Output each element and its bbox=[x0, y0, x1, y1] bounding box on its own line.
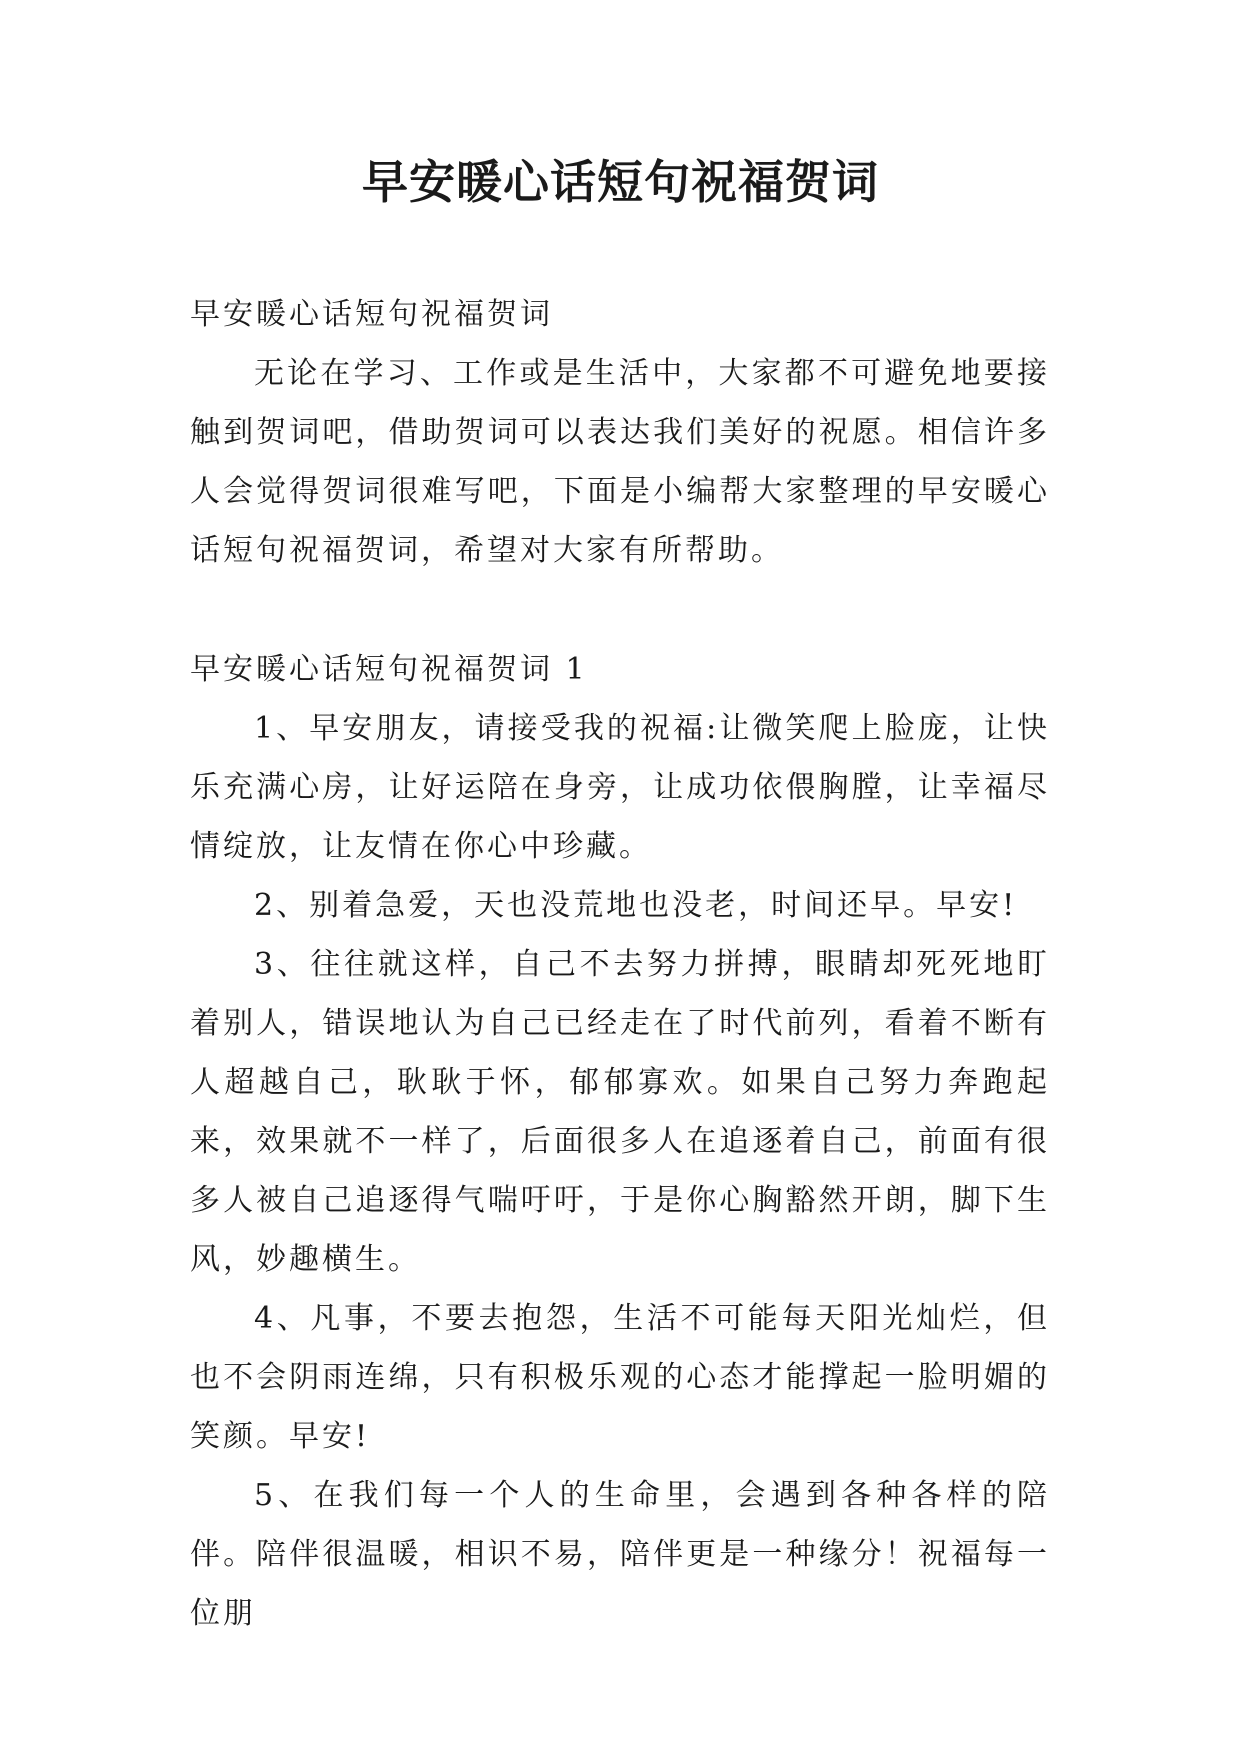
list-item: 4、凡事，不要去抱怨，生活不可能每天阳光灿烂，但也不会阴雨连绵，只有积极乐观的心态才能撑起一脸明媚的笑颜。早安! bbox=[190, 1301, 1050, 1454]
list-item: 1、早安朋友，请接受我的祝福:让微笑爬上脸庞，让快乐充满心房，让好运陪在身旁，让成功依偎胸膛，让幸福尽情绽放，让友情在你心中珍藏。 bbox=[190, 711, 1050, 864]
list-item: 2、别着急爱，天也没荒地也没老，时间还早。早安! bbox=[254, 888, 1018, 923]
list-item: 5、在我们每一个人的生命里，会遇到各种各样的陪伴。陪伴很温暖，相识不易，陪伴更是一种缘分！祝福每一位朋 bbox=[190, 1478, 1050, 1631]
subtitle: 早安暖心话短句祝福贺词 bbox=[190, 297, 553, 332]
spacer bbox=[190, 580, 1050, 640]
list-item: 3、往往就这样，自己不去努力拼搏，眼睛却死死地盯着别人，错误地认为自己已经走在了时代前列，看着不断有人超越自己，耿耿于怀，郁郁寡欢。如果自己努力奔跑起来，效果就不一样了，后面很多人在追逐着自己，前面有很多人被自己追逐得气喘吁吁，于是你心胸豁然开朗，脚下生风，妙趣横生。 bbox=[190, 947, 1050, 1277]
document-body bbox=[190, 285, 1050, 1643]
intro-paragraph: 无论在学习、工作或是生活中，大家都不可避免地要接触到贺词吧，借助贺词可以表达我们美好的祝愿。相信许多人会觉得贺词很难写吧，下面是小编帮大家整理的早安暖心话短句祝福贺词，希望对大家有所帮助。 bbox=[190, 356, 1050, 568]
document-title: 早安暖心话短句祝福贺词 bbox=[362, 155, 879, 209]
section-heading: 早安暖心话短句祝福贺词 1 bbox=[190, 652, 588, 687]
